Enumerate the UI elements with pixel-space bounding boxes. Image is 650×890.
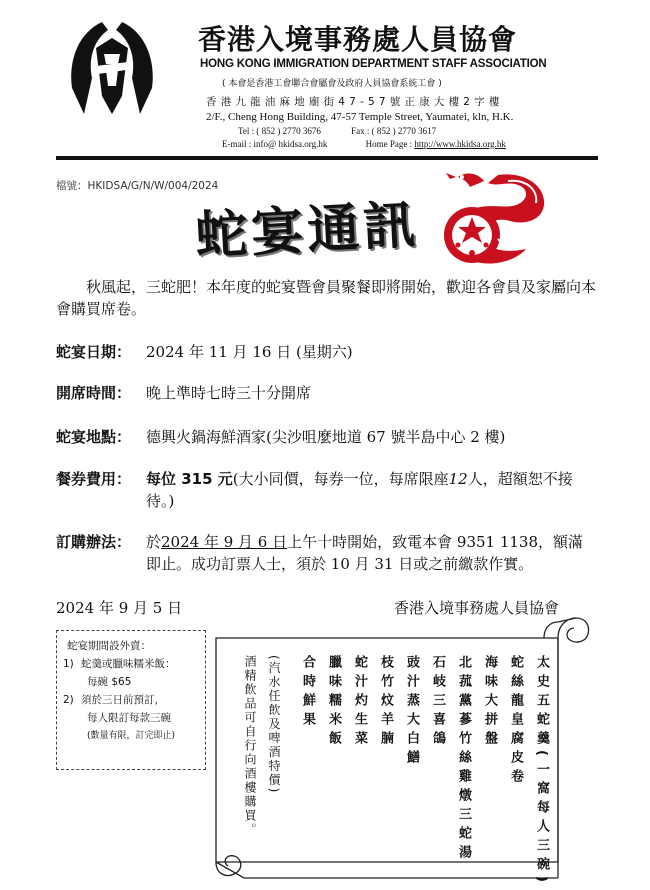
takeaway-item-1: 1) 蛇羹或臘味糯米飯：	[63, 658, 176, 670]
homepage-link[interactable]: http://www.hkidsa.org.hk	[414, 139, 506, 149]
contact-web-line	[222, 139, 506, 149]
fee-terms-post: 人，超額恕不接待。)	[146, 470, 573, 510]
fee-value	[146, 468, 596, 512]
intro-paragraph: 秋風起，三蛇肥！本年度的蛇宴暨會員聚餐即將開始，歡迎各會員及家屬向本會購買席卷。	[56, 278, 597, 318]
menu-item: 豉汁蒸大白鱔	[404, 655, 419, 769]
menu-item: 合時鮮果	[300, 655, 315, 731]
fee-terms-pre: (大小同價，每券一位，每席限座	[232, 470, 449, 488]
address-en: 2/F., Cheng Hong Building, 47-57 Temple Street, Yaumatei, kln, H.K.	[206, 111, 514, 123]
menu-item: 臘味糯米飯	[326, 655, 341, 750]
start-time-label: 開席時間：	[56, 384, 132, 402]
fee-label: 餐券費用：	[56, 470, 132, 488]
menu-item: 枝竹炆羊腩	[378, 655, 393, 750]
fee-seat-limit: 12	[448, 470, 468, 488]
venue-value: 德興火鍋海鮮酒家(尖沙咀麼地道 67 號半島中心 2 樓)	[146, 428, 506, 446]
menu-item: 北菰黨蔘竹絲雞燉三蛇湯	[456, 655, 471, 864]
affiliation-note: ( 本會是香港工會聯合會屬會及政府人員協會系統工會 )	[222, 79, 442, 89]
association-name-en: HONG KONG IMMIGRATION DEPARTMENT STAFF ASSOCIATION	[200, 58, 547, 70]
takeaway-note: (數量有限，訂完即止)	[87, 731, 176, 741]
start-time-value: 晚上準時七時三十分開席	[146, 384, 312, 402]
banquet-menu	[218, 655, 549, 888]
newsletter-banner	[193, 188, 445, 267]
email-address: E-mail : info@ hkidsa.org.hk	[222, 139, 328, 149]
header-divider	[56, 156, 598, 160]
menu-item: 太史五蛇羹(一窩每人三碗)	[534, 655, 549, 888]
order-pre: 於	[146, 533, 162, 551]
drinks-note: (汽水任飲及啤酒特價)	[267, 655, 281, 795]
venue-label: 蛇宴地點：	[56, 428, 132, 446]
takeaway-item-1-price: 每碗 $65	[87, 676, 132, 688]
contact-phone-line	[238, 126, 464, 136]
order-method-label: 訂購辦法：	[56, 533, 132, 551]
association-name-cn: 香港入境事務處人員協會	[198, 23, 518, 56]
order-start-date: 2024 年 9 月 6 日	[161, 533, 288, 551]
homepage-label: Home Page :	[365, 139, 415, 149]
takeaway-heading: 蛇宴期間設外賣：	[67, 640, 151, 652]
snake-papercut-icon	[428, 165, 558, 275]
tel-number: Tel : ( 852 ) 2770 3676	[238, 126, 321, 136]
takeaway-item-2: 2) 須於三日前預訂，	[63, 694, 165, 706]
order-post: 上午十時開始，致電本會 9351 1138，額滿即止。成功訂票人士，須於 10 月 31 日或之前繳款作實。	[146, 533, 584, 573]
address-cn: 香港九龍油麻地廟街47-57號正康大樓2字樓	[206, 96, 504, 108]
issuer-signature: 香港入境事務處人員協會	[394, 599, 560, 617]
order-method-value	[146, 531, 596, 575]
takeaway-box	[56, 630, 206, 770]
menu-item: 石岐三喜鴿	[430, 655, 445, 750]
menu-item: 海味大拼盤	[482, 655, 497, 750]
takeaway-item-2-limit: 每人限訂每款三碗	[87, 712, 171, 724]
issue-date: 2024 年 9 月 5 日	[56, 599, 183, 617]
banquet-date-label: 蛇宴日期：	[56, 343, 132, 361]
liquor-note: 酒精飲品可自行向酒樓購買。	[243, 655, 257, 837]
menu-item: 蛇絲龍皇腐皮卷	[508, 655, 523, 788]
association-logo	[62, 18, 162, 118]
fee-price: 每位 315 元	[146, 470, 233, 488]
banquet-date-value: 2024 年 11 月 16 日 (星期六)	[146, 343, 353, 361]
banner-title: 蛇宴通訊	[193, 194, 421, 267]
reference-number: 檔號：HKIDSA/G/N/W/004/2024	[56, 180, 219, 192]
fax-number: Fax : ( 852 ) 2770 3617	[351, 126, 437, 136]
menu-item: 蛇汁灼生菜	[352, 655, 367, 750]
